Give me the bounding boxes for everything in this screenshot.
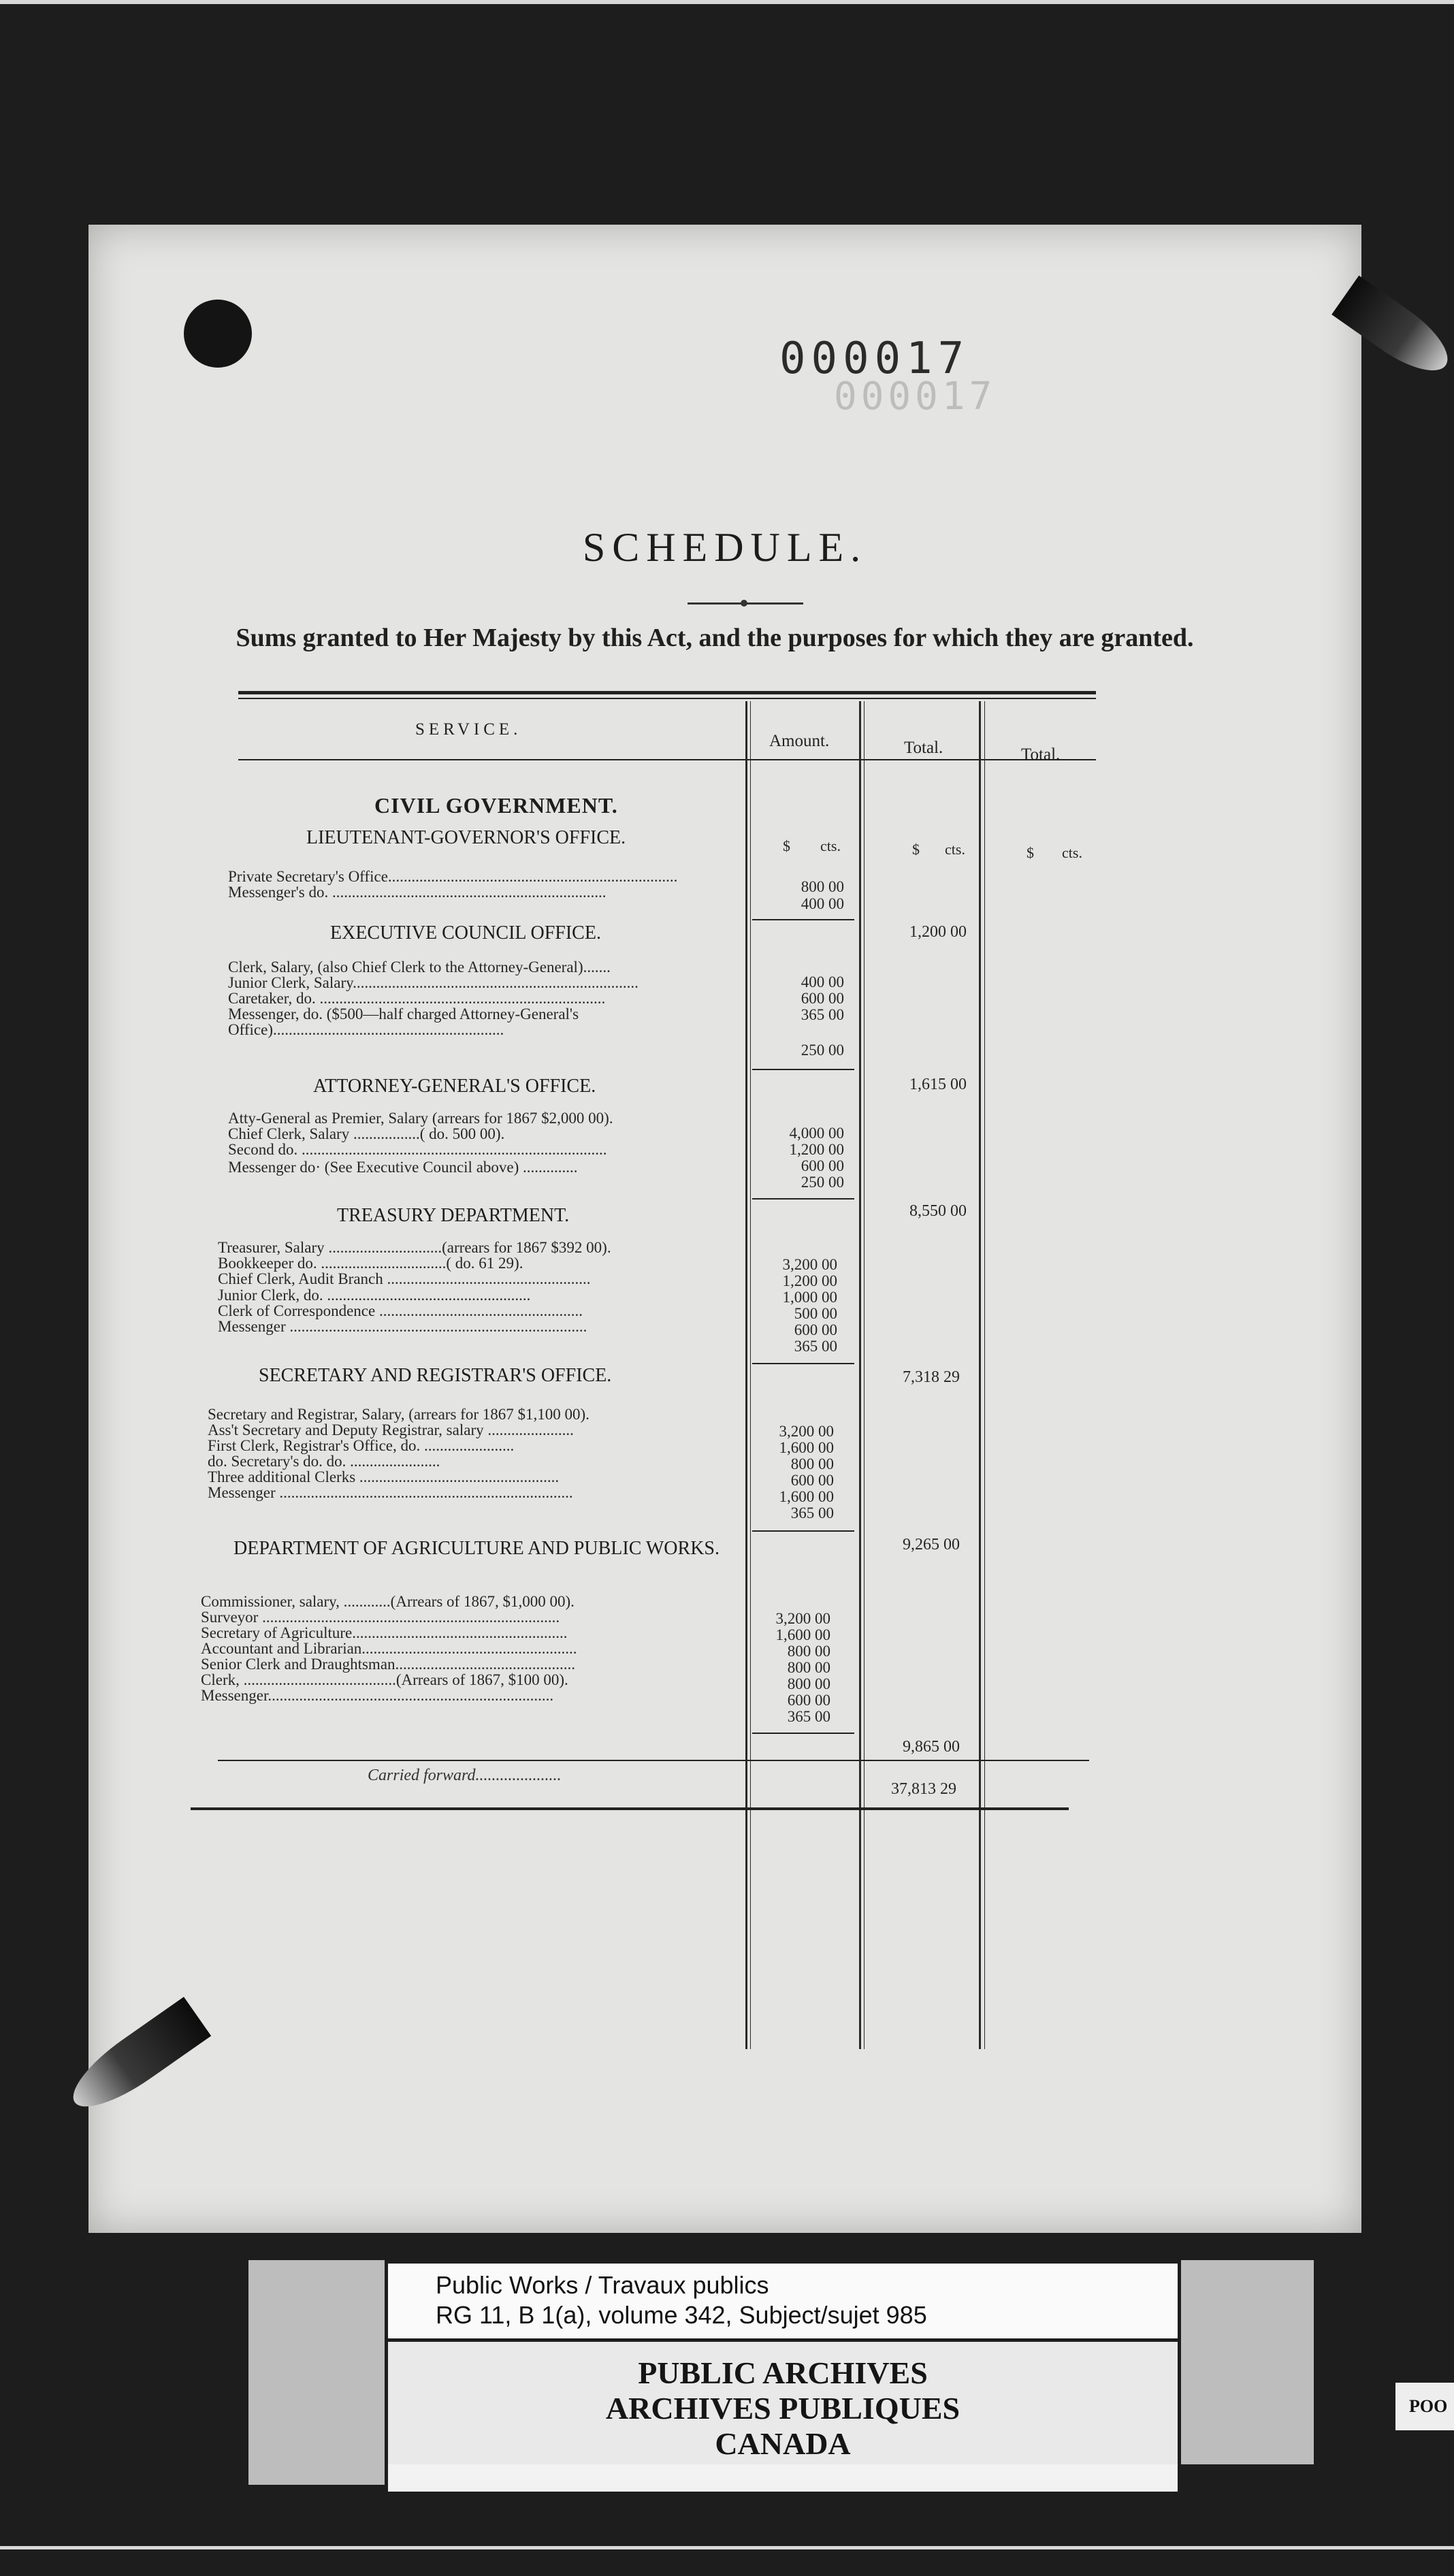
carried-rule bbox=[218, 1760, 1089, 1761]
total2-dollar: $ bbox=[1027, 844, 1034, 861]
page-subtitle: Sums granted to Her Majesty by this Act, and the purposes for which they are granted. bbox=[236, 624, 1194, 652]
amount-dollar: $ bbox=[783, 837, 790, 854]
line-item: Caretaker, do. ......................................................................... bbox=[228, 990, 606, 1007]
line-item: Secretary of Agriculture....................................................... bbox=[201, 1624, 568, 1641]
line-item: Chief Clerk, Salary .................( do. 500 00). bbox=[228, 1125, 505, 1142]
document-page bbox=[88, 225, 1361, 2233]
section-total: 7,318 29 bbox=[903, 1368, 960, 1386]
section-title: ATTORNEY-GENERAL'S OFFICE. bbox=[313, 1076, 596, 1097]
header-rule-top bbox=[238, 691, 1096, 694]
line-amount: 1,200 00 bbox=[789, 1141, 844, 1158]
line-amount: 500 00 bbox=[794, 1305, 837, 1322]
line-item: do. Secretary's do. do. ....................... bbox=[208, 1453, 440, 1470]
line-amount: 800 00 bbox=[787, 1643, 830, 1660]
line-amount: 1,600 00 bbox=[775, 1626, 830, 1643]
film-clip-left bbox=[248, 2260, 385, 2485]
line-amount: 1,200 00 bbox=[782, 1272, 837, 1289]
line-item: Clerk, .......................................(Arrears of 1867, $100 00). bbox=[201, 1671, 568, 1688]
archive-stamp-line-1: PUBLIC ARCHIVES bbox=[638, 2355, 928, 2390]
column-divider-3 bbox=[979, 701, 981, 2049]
section-total: 1,200 00 bbox=[909, 923, 967, 941]
column-divider-1b bbox=[750, 701, 751, 2049]
column-divider-2 bbox=[859, 701, 861, 2049]
film-frame-top bbox=[0, 0, 1454, 4]
line-item: Messenger do· (See Executive Council above) .............. bbox=[228, 1159, 578, 1176]
line-item: Clerk, Salary, (also Chief Clerk to the Attorney-General)....... bbox=[228, 959, 611, 976]
line-amount: 1,600 00 bbox=[779, 1488, 834, 1505]
subtotal-rule bbox=[752, 1733, 854, 1734]
archive-label-line-2: RG 11, B 1(a), volume 342, Subject/sujet 985 bbox=[436, 2301, 927, 2329]
line-amount: 600 00 bbox=[801, 1157, 844, 1174]
line-item: Surveyor ............................................................................ bbox=[201, 1609, 560, 1626]
section-title: TREASURY DEPARTMENT. bbox=[337, 1205, 570, 1226]
line-item: First Clerk, Registrar's Office, do. ....................... bbox=[208, 1437, 515, 1454]
line-item: Junior Clerk, do. .................................................... bbox=[218, 1287, 531, 1304]
line-item: Ass't Secretary and Deputy Registrar, salary ...................... bbox=[208, 1421, 574, 1438]
line-amount: 600 00 bbox=[801, 990, 844, 1007]
column-header-amount: Amount. bbox=[769, 732, 830, 750]
section-total: 8,550 00 bbox=[909, 1202, 967, 1220]
archive-strip bbox=[388, 2464, 1178, 2492]
header-rule-top-thin bbox=[238, 698, 1096, 699]
carried-forward-total: 37,813 29 bbox=[891, 1780, 956, 1798]
archive-stamp bbox=[388, 2342, 1178, 2464]
line-amount: 3,200 00 bbox=[779, 1423, 834, 1440]
column-divider-1 bbox=[745, 701, 747, 2049]
line-item: Commissioner, salary, ............(Arrears of 1867, $1,000 00). bbox=[201, 1593, 575, 1610]
line-item: Bookkeeper do. ................................( do. 61 29). bbox=[218, 1255, 523, 1272]
line-amount: 1,000 00 bbox=[782, 1289, 837, 1306]
line-item: Clerk of Correspondence .................................................... bbox=[218, 1302, 583, 1319]
section-total: 9,265 00 bbox=[903, 1536, 960, 1553]
section-title: SECRETARY AND REGISTRAR'S OFFICE. bbox=[259, 1365, 612, 1386]
line-amount: 400 00 bbox=[801, 973, 844, 991]
line-amount: 600 00 bbox=[794, 1321, 837, 1338]
section-title: EXECUTIVE COUNCIL OFFICE. bbox=[330, 922, 601, 944]
line-item: Treasurer, Salary .............................(arrears for 1867 $392 00). bbox=[218, 1239, 611, 1256]
stamp-number: 000017 bbox=[779, 334, 970, 384]
line-amount: 800 00 bbox=[801, 878, 844, 895]
section-title: DEPARTMENT OF AGRICULTURE AND PUBLIC WORKS. bbox=[233, 1538, 720, 1559]
line-amount: 250 00 bbox=[801, 1174, 844, 1191]
total1-dollar: $ bbox=[912, 841, 920, 858]
archive-stamp-line-2: ARCHIVES PUBLIQUES bbox=[605, 2391, 960, 2426]
archive-label-line-1: Public Works / Travaux publics bbox=[436, 2271, 769, 2299]
subtotal-rule bbox=[752, 1198, 854, 1200]
line-amount: 3,200 00 bbox=[782, 1256, 837, 1273]
header-rule-bottom bbox=[238, 759, 1096, 760]
line-amount: 250 00 bbox=[801, 1042, 844, 1059]
column-divider-3b bbox=[984, 701, 985, 2049]
page-title: SCHEDULE. bbox=[582, 525, 868, 570]
footer-rule bbox=[191, 1807, 1069, 1810]
line-amount: 365 00 bbox=[787, 1708, 830, 1725]
section-total: 1,615 00 bbox=[909, 1076, 967, 1093]
line-item: Messenger ........................................................................... bbox=[208, 1484, 573, 1501]
column-header-total-2: Total. bbox=[1021, 745, 1061, 764]
archive-reference-label bbox=[388, 2264, 1178, 2338]
line-item: Messenger's do. ...................................................................... bbox=[228, 884, 607, 901]
archive-stamp-line-3: CANADA bbox=[715, 2426, 851, 2461]
civil-government-heading: CIVIL GOVERNMENT. bbox=[374, 793, 618, 818]
line-item: Secretary and Registrar, Salary, (arrears for 1867 $1,100 00). bbox=[208, 1406, 589, 1423]
line-amount: 600 00 bbox=[790, 1472, 834, 1489]
stamp-number-ghost: 000017 bbox=[834, 374, 997, 419]
line-item: Junior Clerk, Salary......................................................................... bbox=[228, 974, 639, 991]
total1-cts: cts. bbox=[945, 841, 965, 858]
total2-cts: cts. bbox=[1062, 844, 1082, 861]
subtotal-rule bbox=[752, 1069, 854, 1070]
carried-forward-label: Carried forward..................... bbox=[368, 1767, 562, 1784]
subtotal-rule bbox=[752, 1530, 854, 1532]
line-item: Private Secretary's Office.......................................................................... bbox=[228, 868, 678, 885]
line-amount: 365 00 bbox=[794, 1338, 837, 1355]
line-item: Office)........................................................... bbox=[228, 1021, 504, 1038]
line-amount: 365 00 bbox=[790, 1504, 834, 1522]
line-amount: 4,000 00 bbox=[789, 1125, 844, 1142]
section-total: 9,865 00 bbox=[903, 1738, 960, 1756]
column-header-total-1: Total. bbox=[904, 739, 943, 757]
line-item: Senior Clerk and Draughtsman.............................................. bbox=[201, 1656, 576, 1673]
line-amount: 1,600 00 bbox=[779, 1439, 834, 1456]
subtotal-rule bbox=[752, 1363, 854, 1364]
line-item: Atty-General as Premier, Salary (arrears for 1867 $2,000 00). bbox=[228, 1110, 613, 1127]
line-item: Messenger ............................................................................ bbox=[218, 1318, 587, 1335]
amount-cts: cts. bbox=[820, 837, 841, 854]
film-clip-right bbox=[1181, 2260, 1314, 2464]
subtotal-rule bbox=[752, 919, 854, 920]
punch-hole bbox=[184, 300, 252, 368]
line-item: Accountant and Librarian....................................................... bbox=[201, 1640, 577, 1657]
line-item: Chief Clerk, Audit Branch .................................................... bbox=[218, 1270, 591, 1287]
column-header-service: SERVICE. bbox=[415, 720, 522, 739]
line-amount: 400 00 bbox=[801, 895, 844, 912]
line-item: Three additional Clerks ................................................... bbox=[208, 1468, 560, 1485]
line-amount: 800 00 bbox=[787, 1659, 830, 1676]
line-item: Messenger, do. ($500—half charged Attorney-General's bbox=[228, 1005, 579, 1023]
line-amount: 3,200 00 bbox=[775, 1610, 830, 1627]
line-item: Second do. .............................................................................. bbox=[228, 1141, 607, 1158]
line-amount: 365 00 bbox=[801, 1006, 844, 1023]
film-frame-bottom bbox=[0, 2546, 1454, 2549]
line-amount: 800 00 bbox=[790, 1455, 834, 1472]
edge-tab: POO bbox=[1395, 2383, 1454, 2430]
line-item: Messenger......................................................................... bbox=[201, 1687, 554, 1704]
line-amount: 600 00 bbox=[787, 1692, 830, 1709]
title-ornament bbox=[688, 602, 803, 605]
section-title: LIEUTENANT-GOVERNOR'S OFFICE. bbox=[306, 827, 626, 848]
line-amount: 800 00 bbox=[787, 1675, 830, 1692]
